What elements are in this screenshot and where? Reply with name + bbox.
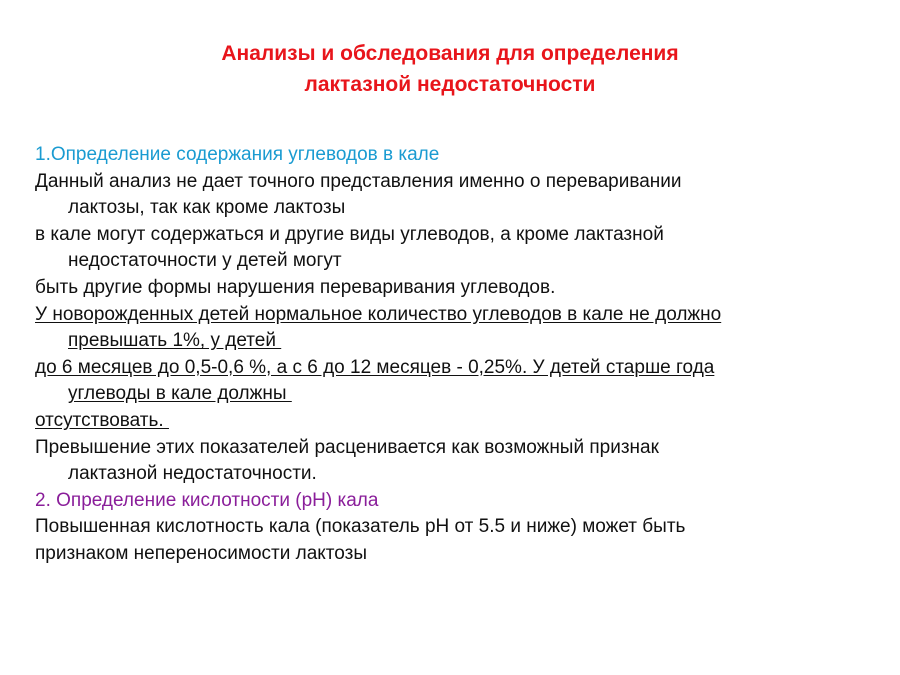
paragraph-line: Повышенная кислотность кала (показатель pH от 5.5 и ниже) может быть — [35, 516, 686, 538]
paragraph-line: Превышение этих показателей расценивается как возможный признак — [35, 436, 659, 458]
paragraph-line: быть другие формы нарушения переваривания углеводов. — [35, 276, 556, 298]
slide-title-line-2: лактазной недостаточности — [304, 73, 596, 96]
slide-title — [0, 38, 900, 100]
slide-body — [35, 142, 875, 568]
paragraph-line: в кале могут содержаться и другие виды углеводов, а кроме лактазной — [35, 223, 664, 245]
paragraph-line: признаком непереносимости лактозы — [35, 542, 368, 564]
underlined-norms-line — [35, 355, 875, 382]
underlined-norms-line — [35, 408, 875, 435]
underlined-norms-line — [35, 302, 875, 329]
underlined-text: У новорожденных детей нормальное количество углеводов в кале не должно — [35, 303, 722, 325]
underlined-text: превышать 1%, у детей — [68, 330, 282, 352]
underlined-text: до 6 месяцев до 0,5-0,6 %, а с 6 до 12 месяцев - 0,25%. У детей старше года — [35, 356, 715, 378]
underlined-text: отсутствовать. — [35, 409, 169, 431]
paragraph-line: лактазной недостаточности. — [68, 463, 317, 485]
section-heading-carbohydrates: 1.Определение содержания углеводов в кале — [35, 144, 440, 165]
section-heading-acidity: 2. Определение кислотности (pH) кала — [35, 489, 379, 511]
underlined-norms-line — [35, 328, 875, 355]
paragraph-line: лактозы, так как кроме лактозы — [68, 197, 346, 219]
slide-title-line-1: Анализы и обследования для определения — [221, 42, 679, 65]
underlined-text: углеводы в кале должны — [68, 383, 292, 405]
paragraph-line: Данный анализ не дает точного представления именно о переваривании — [35, 170, 682, 192]
paragraph-line: недостаточности у детей могут — [68, 250, 342, 272]
underlined-norms-line — [35, 381, 875, 408]
